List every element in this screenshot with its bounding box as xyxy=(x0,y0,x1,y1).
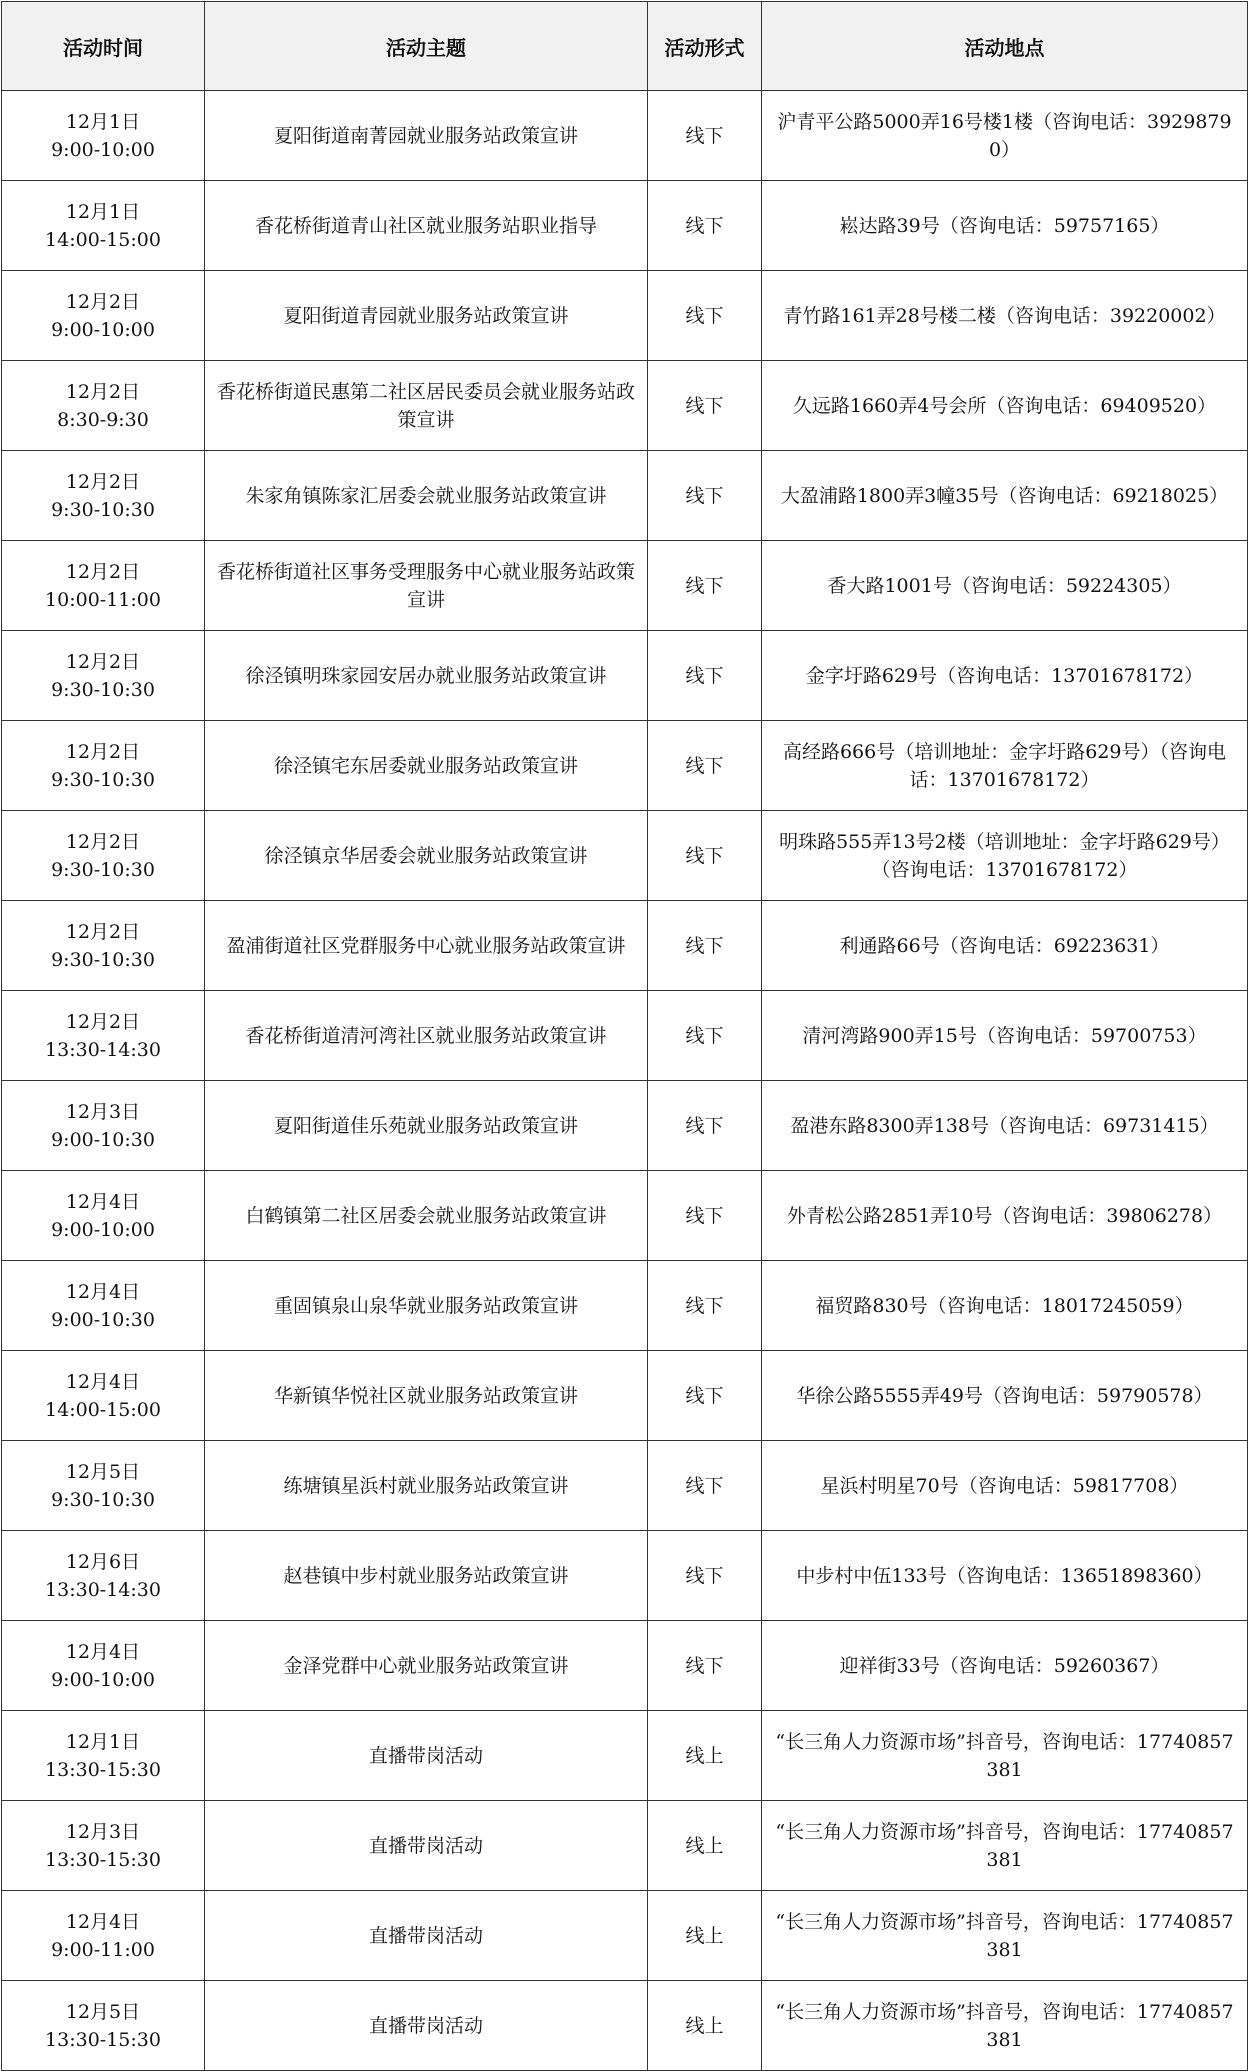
activity-date: 12月4日 xyxy=(65,1190,141,1213)
activity-place-cell: 外青松公路2851弄10号（咨询电话：39806278） xyxy=(762,1171,1248,1261)
activity-topic-cell: 香花桥街道民惠第二社区居民委员会就业服务站政策宣讲 xyxy=(205,361,648,451)
activity-time-range: 8:30-9:30 xyxy=(57,408,149,431)
activity-place-cell: 沪青平公路5000弄16号楼1楼（咨询电话：39298790） xyxy=(762,91,1248,181)
activity-form-cell: 线上 xyxy=(648,1711,762,1801)
activity-topic-cell: 直播带岗活动 xyxy=(205,1891,648,1981)
activity-date: 12月2日 xyxy=(65,290,141,313)
activity-time-range: 9:30-10:30 xyxy=(51,678,155,701)
activity-time-range: 9:00-10:00 xyxy=(51,1218,155,1241)
table-row xyxy=(2,1171,1248,1261)
activity-time-range: 9:00-10:30 xyxy=(51,1308,155,1331)
activity-place-cell: 清河湾路900弄15号（咨询电话：59700753） xyxy=(762,991,1248,1081)
activity-form-cell: 线上 xyxy=(648,1801,762,1891)
activity-form-cell: 线下 xyxy=(648,1621,762,1711)
activity-time-range: 9:00-10:00 xyxy=(51,1668,155,1691)
activity-time-range: 9:00-11:00 xyxy=(51,1938,155,1961)
activity-topic-cell: 香花桥街道清河湾社区就业服务站政策宣讲 xyxy=(205,991,648,1081)
activity-time-range: 10:00-11:00 xyxy=(45,588,161,611)
table-body xyxy=(2,91,1248,2071)
table-row xyxy=(2,451,1248,541)
activity-time-cell xyxy=(2,361,205,451)
activity-place-cell: 迎祥街33号（咨询电话：59260367） xyxy=(762,1621,1248,1711)
activity-date: 12月4日 xyxy=(65,1280,141,1303)
table-row xyxy=(2,361,1248,451)
activity-place-cell: 福贸路830号（咨询电话：18017245059） xyxy=(762,1261,1248,1351)
table-row xyxy=(2,901,1248,991)
table-row xyxy=(2,1081,1248,1171)
activity-time-range: 13:30-14:30 xyxy=(45,1038,161,1061)
activity-topic-cell: 直播带岗活动 xyxy=(205,1711,648,1801)
activity-time-range: 14:00-15:00 xyxy=(45,228,161,251)
activity-place-cell: 久远路1660弄4号会所（咨询电话：69409520） xyxy=(762,361,1248,451)
activity-form-cell: 线上 xyxy=(648,1891,762,1981)
table-row xyxy=(2,1351,1248,1441)
activity-date: 12月2日 xyxy=(65,740,141,763)
activity-time-range: 9:30-10:30 xyxy=(51,948,155,971)
activity-time-cell xyxy=(2,1441,205,1531)
table-row xyxy=(2,1621,1248,1711)
activity-form-cell: 线下 xyxy=(648,451,762,541)
activity-topic-cell: 香花桥街道青山社区就业服务站职业指导 xyxy=(205,181,648,271)
activity-topic-cell: 夏阳街道佳乐苑就业服务站政策宣讲 xyxy=(205,1081,648,1171)
activity-form-cell: 线下 xyxy=(648,1351,762,1441)
header-activity-time: 活动时间 xyxy=(2,2,205,91)
activity-place-cell: 盈港东路8300弄138号（咨询电话：69731415） xyxy=(762,1081,1248,1171)
table-row xyxy=(2,1531,1248,1621)
activity-form-cell: 线下 xyxy=(648,901,762,991)
activity-form-cell: 线下 xyxy=(648,271,762,361)
activity-topic-cell: 朱家角镇陈家汇居委会就业服务站政策宣讲 xyxy=(205,451,648,541)
activity-time-cell xyxy=(2,1351,205,1441)
activity-time-cell xyxy=(2,541,205,631)
activity-place-cell: 明珠路555弄13号2楼（培训地址：金字圩路629号）（咨询电话：13701678172） xyxy=(762,811,1248,901)
activity-form-cell: 线下 xyxy=(648,541,762,631)
activity-time-cell xyxy=(2,451,205,541)
activity-place-cell: 利通路66号（咨询电话：69223631） xyxy=(762,901,1248,991)
activity-date: 12月1日 xyxy=(65,200,141,223)
activity-date: 12月1日 xyxy=(65,110,141,133)
activity-time-cell xyxy=(2,901,205,991)
table-row xyxy=(2,991,1248,1081)
activity-time-range: 9:00-10:00 xyxy=(51,318,155,341)
activity-time-range: 9:30-10:30 xyxy=(51,768,155,791)
activity-form-cell: 线下 xyxy=(648,1531,762,1621)
activity-topic-cell: 重固镇泉山泉华就业服务站政策宣讲 xyxy=(205,1261,648,1351)
activity-time-cell xyxy=(2,811,205,901)
activity-date: 12月1日 xyxy=(65,1730,141,1753)
activity-date: 12月4日 xyxy=(65,1910,141,1933)
activity-form-cell: 线下 xyxy=(648,1261,762,1351)
activity-topic-cell: 徐泾镇明珠家园安居办就业服务站政策宣讲 xyxy=(205,631,648,721)
activity-date: 12月2日 xyxy=(65,560,141,583)
activity-date: 12月2日 xyxy=(65,1010,141,1033)
table-row xyxy=(2,1441,1248,1531)
table-row xyxy=(2,1981,1248,2071)
activity-time-cell xyxy=(2,91,205,181)
activity-time-cell xyxy=(2,181,205,271)
activity-place-cell: “长三角人力资源市场”抖音号，咨询电话：17740857381 xyxy=(762,1801,1248,1891)
activity-time-cell xyxy=(2,1801,205,1891)
table-row xyxy=(2,1261,1248,1351)
activity-form-cell: 线下 xyxy=(648,1081,762,1171)
activity-date: 12月2日 xyxy=(65,650,141,673)
table-row xyxy=(2,811,1248,901)
activity-date: 12月2日 xyxy=(65,920,141,943)
activity-topic-cell: 香花桥街道社区事务受理服务中心就业服务站政策宣讲 xyxy=(205,541,648,631)
activity-time-cell xyxy=(2,1531,205,1621)
activity-place-cell: 香大路1001号（咨询电话：59224305） xyxy=(762,541,1248,631)
table-header xyxy=(2,2,1248,91)
activity-time-cell xyxy=(2,631,205,721)
header-activity-form: 活动形式 xyxy=(648,2,762,91)
table-row xyxy=(2,541,1248,631)
activity-form-cell: 线下 xyxy=(648,91,762,181)
activity-topic-cell: 白鹤镇第二社区居委会就业服务站政策宣讲 xyxy=(205,1171,648,1261)
table-row xyxy=(2,91,1248,181)
table-row xyxy=(2,721,1248,811)
activity-topic-cell: 华新镇华悦社区就业服务站政策宣讲 xyxy=(205,1351,648,1441)
activity-date: 12月4日 xyxy=(65,1370,141,1393)
activity-place-cell: 华徐公路5555弄49号（咨询电话：59790578） xyxy=(762,1351,1248,1441)
activity-place-cell: “长三角人力资源市场”抖音号，咨询电话：17740857381 xyxy=(762,1891,1248,1981)
activity-date: 12月3日 xyxy=(65,1100,141,1123)
activity-time-cell xyxy=(2,1981,205,2071)
activity-place-cell: 高经路666号（培训地址：金字圩路629号）（咨询电话：13701678172） xyxy=(762,721,1248,811)
activity-topic-cell: 夏阳街道青园就业服务站政策宣讲 xyxy=(205,271,648,361)
activity-place-cell: 大盈浦路1800弄3幢35号（咨询电话：69218025） xyxy=(762,451,1248,541)
activity-form-cell: 线下 xyxy=(648,1171,762,1261)
activity-date: 12月2日 xyxy=(65,380,141,403)
activity-time-cell xyxy=(2,991,205,1081)
activity-time-range: 13:30-15:30 xyxy=(45,2028,161,2051)
header-activity-topic: 活动主题 xyxy=(205,2,648,91)
activity-time-cell xyxy=(2,1081,205,1171)
table-row xyxy=(2,631,1248,721)
table-row xyxy=(2,1891,1248,1981)
activity-place-cell: 中步村中伍133号（咨询电话：13651898360） xyxy=(762,1531,1248,1621)
activity-topic-cell: 徐泾镇宅东居委就业服务站政策宣讲 xyxy=(205,721,648,811)
activity-time-range: 13:30-14:30 xyxy=(45,1578,161,1601)
activity-topic-cell: 赵巷镇中步村就业服务站政策宣讲 xyxy=(205,1531,648,1621)
activity-time-range: 9:30-10:30 xyxy=(51,498,155,521)
activity-place-cell: 崧达路39号（咨询电话：59757165） xyxy=(762,181,1248,271)
activity-topic-cell: 金泽党群中心就业服务站政策宣讲 xyxy=(205,1621,648,1711)
activity-form-cell: 线下 xyxy=(648,631,762,721)
activity-time-range: 9:30-10:30 xyxy=(51,858,155,881)
activity-time-cell xyxy=(2,1261,205,1351)
activity-place-cell: 金字圩路629号（咨询电话：13701678172） xyxy=(762,631,1248,721)
activity-time-cell xyxy=(2,1621,205,1711)
activity-date: 12月4日 xyxy=(65,1640,141,1663)
activity-date: 12月2日 xyxy=(65,830,141,853)
activity-place-cell: “长三角人力资源市场”抖音号，咨询电话：17740857381 xyxy=(762,1711,1248,1801)
activity-time-range: 13:30-15:30 xyxy=(45,1758,161,1781)
activity-time-cell xyxy=(2,1171,205,1261)
activity-form-cell: 线下 xyxy=(648,361,762,451)
table-row xyxy=(2,181,1248,271)
table-row xyxy=(2,1801,1248,1891)
activity-time-range: 9:00-10:30 xyxy=(51,1128,155,1151)
activity-topic-cell: 练塘镇星浜村就业服务站政策宣讲 xyxy=(205,1441,648,1531)
activity-form-cell: 线下 xyxy=(648,181,762,271)
activity-form-cell: 线下 xyxy=(648,721,762,811)
activity-date: 12月5日 xyxy=(65,1460,141,1483)
activity-topic-cell: 盈浦街道社区党群服务中心就业服务站政策宣讲 xyxy=(205,901,648,991)
header-activity-place: 活动地点 xyxy=(762,2,1248,91)
activity-topic-cell: 直播带岗活动 xyxy=(205,1801,648,1891)
activity-date: 12月2日 xyxy=(65,470,141,493)
activity-place-cell: “长三角人力资源市场”抖音号，咨询电话：17740857381 xyxy=(762,1981,1248,2071)
activity-form-cell: 线下 xyxy=(648,991,762,1081)
activity-date: 12月6日 xyxy=(65,1550,141,1573)
activity-time-range: 9:00-10:00 xyxy=(51,138,155,161)
activity-topic-cell: 直播带岗活动 xyxy=(205,1981,648,2071)
activity-time-cell xyxy=(2,721,205,811)
activity-topic-cell: 徐泾镇京华居委会就业服务站政策宣讲 xyxy=(205,811,648,901)
activity-time-cell xyxy=(2,1711,205,1801)
activity-time-range: 9:30-10:30 xyxy=(51,1488,155,1511)
activity-date: 12月5日 xyxy=(65,2000,141,2023)
table-row xyxy=(2,271,1248,361)
activity-date: 12月3日 xyxy=(65,1820,141,1843)
activity-form-cell: 线下 xyxy=(648,1441,762,1531)
activity-time-range: 13:30-15:30 xyxy=(45,1848,161,1871)
activity-form-cell: 线上 xyxy=(648,1981,762,2071)
activity-time-cell xyxy=(2,1891,205,1981)
activity-place-cell: 星浜村明星70号（咨询电话：59817708） xyxy=(762,1441,1248,1531)
activity-schedule-table xyxy=(1,1,1248,2071)
activity-place-cell: 青竹路161弄28号楼二楼（咨询电话：39220002） xyxy=(762,271,1248,361)
activity-time-range: 14:00-15:00 xyxy=(45,1398,161,1421)
activity-topic-cell: 夏阳街道南菁园就业服务站政策宣讲 xyxy=(205,91,648,181)
activity-time-cell xyxy=(2,271,205,361)
table-row xyxy=(2,1711,1248,1801)
activity-form-cell: 线下 xyxy=(648,811,762,901)
header-row xyxy=(2,2,1248,91)
